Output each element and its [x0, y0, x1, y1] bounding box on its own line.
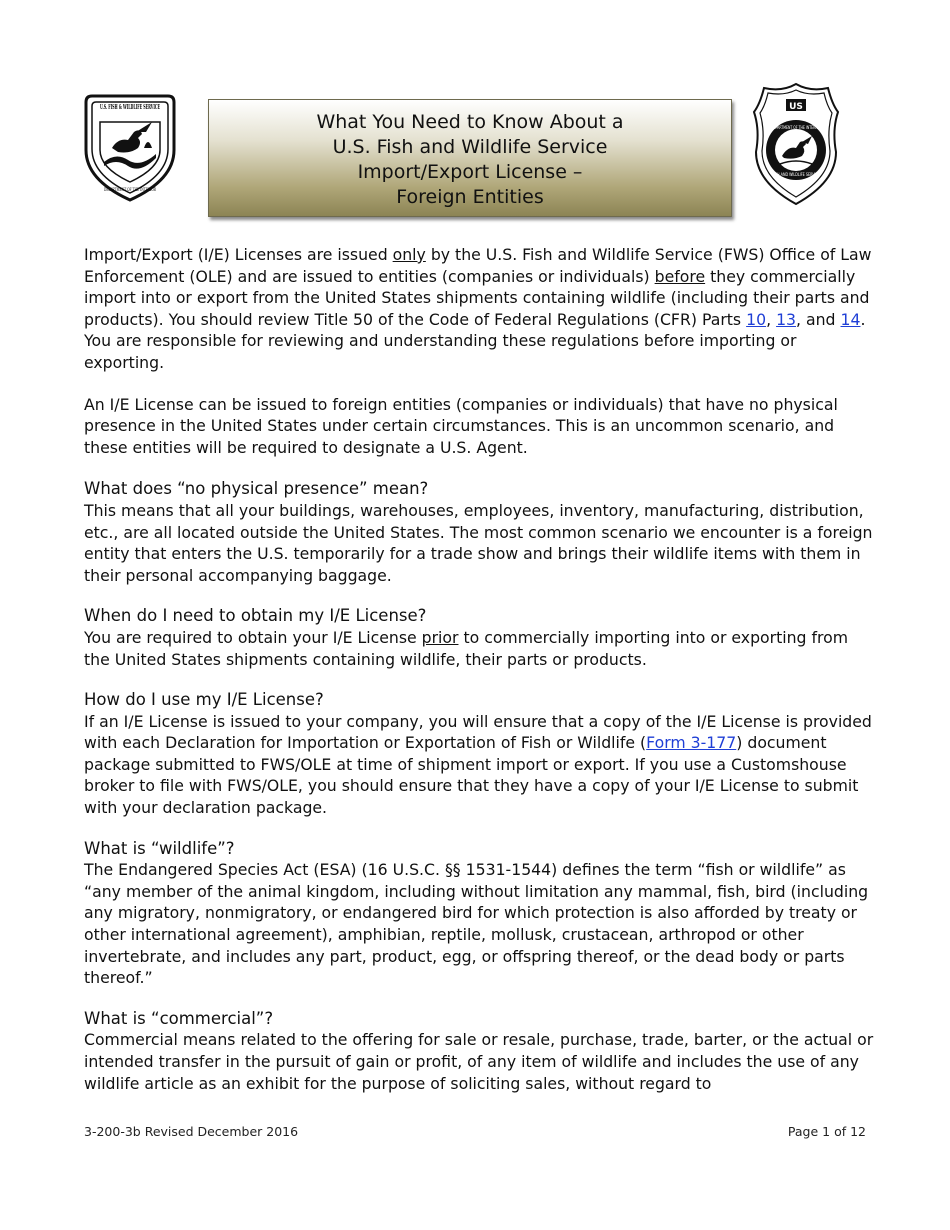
cfr-part-14-link[interactable]: 14: [840, 309, 861, 329]
title-line-1: What You Need to Know About a: [316, 111, 624, 133]
section-physical-presence: [84, 478, 874, 586]
svg-text:US: US: [789, 102, 803, 112]
cfr-part-13-link[interactable]: 13: [776, 309, 797, 329]
svg-text:DEPARTMENT OF THE INTERIOR: DEPARTMENT OF THE INTERIOR: [104, 187, 157, 192]
section-heading: What is “wildlife”?: [84, 838, 235, 858]
cfr-part-10-link[interactable]: 10: [746, 309, 767, 329]
svg-text:U.S. FISH & WILDLIFE SERVICE: U.S. FISH & WILDLIFE SERVICE: [100, 104, 161, 111]
section-body: You are required to obtain your I/E License prior to commercially importing into or exporting from the United States shipments containing wildlife, their parts or products.: [84, 627, 848, 669]
emphasis-before: before: [654, 266, 706, 286]
form-3-177-link[interactable]: Form 3-177: [646, 733, 737, 753]
section-heading: When do I need to obtain my I/E License?: [84, 606, 427, 626]
svg-text:DEPARTMENT OF THE INTERIOR: DEPARTMENT OF THE INTERIOR: [771, 125, 822, 130]
section-body: This means that all your buildings, warehouses, employees, inventory, manufacturing, distribution, etc., are all located outside the United States. The most common scenario we encounter is a foreign entity that enters the U.S. temporarily for a trade show and brings their wildlife items with them in their personal accompanying baggage.: [84, 500, 873, 585]
section-body: Commercial means related to the offering for sale or resale, purchase, trade, barter, or the actual or intended transfer in the pursuit of gain or profit, of any item of wildlife and includes the use of any wildlife article as an exhibit for the purpose of soliciting sales, without regard to: [84, 1030, 874, 1093]
section-obtain-license: [84, 605, 874, 670]
section-body: If an I/E License is issued to your company, you will ensure that a copy of the I/E License is provided with each Declaration for Importation or Exportation of Fish or Wildlife (Form 3-177) document package submitted to FWS/OLE at time of shipment import or export. If you use a Customshouse broker to file with FWS/OLE, you should ensure that they have a copy of your I/E License to submit with your declaration package.: [84, 711, 872, 818]
section-heading: What does “no physical presence” mean?: [84, 479, 429, 499]
footer-page-number: Page 1 of 12: [787, 1124, 866, 1139]
section-commercial-definition: [84, 1008, 874, 1094]
section-heading: How do I use my I/E License?: [84, 690, 324, 710]
title-line-2: U.S. Fish and Wildlife Service: [332, 136, 608, 158]
fws-shield-logo: [82, 92, 178, 204]
section-heading: What is “commercial”?: [84, 1008, 274, 1028]
intro-paragraph-1: Import/Export (I/E) Licenses are issued only by the U.S. Fish and Wildlife Service (FWS) Office of Law Enforcement (OLE) and are issued to entities (companies or individuals) before they commercially import into or export from the United States shipments containing wildlife (including their parts and products). You should review Title 50 of the Code of Federal Regulations (CFR) Parts 10, 13, and 14. You are responsible for reviewing and understanding these regulations before importing or exporting.: [84, 245, 872, 372]
section-body: The Endangered Species Act (ESA) (16 U.S.C. §§ 1531-1544) defines the term “fish or wildlife” as “any member of the animal kingdom, including without limitation any mammal, fish, bird (including any migratory, nonmigratory, or endangered bird for which protection is also afforded by treaty or other international agreement), amphibian, reptile, mollusk, crustacean, arthropod or other invertebrate, and includes any part, product, egg, or offspring thereof, or the dead body or parts thereof.”: [84, 860, 869, 988]
svg-text:FISH AND WILDLIFE SERVICE: FISH AND WILDLIFE SERVICE: [772, 172, 821, 177]
section-wildlife-definition: [84, 838, 874, 989]
title-line-3: Import/Export License –: [357, 161, 583, 183]
emphasis-only: only: [392, 245, 426, 264]
section-use-license: [84, 689, 874, 819]
title-line-4: Foreign Entities: [396, 186, 544, 208]
emphasis-prior: prior: [421, 627, 459, 647]
footer-form-id: 3-200-3b Revised December 2016: [84, 1124, 299, 1139]
document-body: [84, 244, 874, 1113]
intro-paragraph-2: An I/E License can be issued to foreign entities (companies or individuals) that have no physical presence in the United States under certain circumstances. This is an uncommon scenario, and these entities will be required to designate a U.S. Agent.: [84, 394, 838, 457]
law-enforcement-badge-logo: [752, 82, 840, 206]
title-banner: [208, 99, 732, 217]
